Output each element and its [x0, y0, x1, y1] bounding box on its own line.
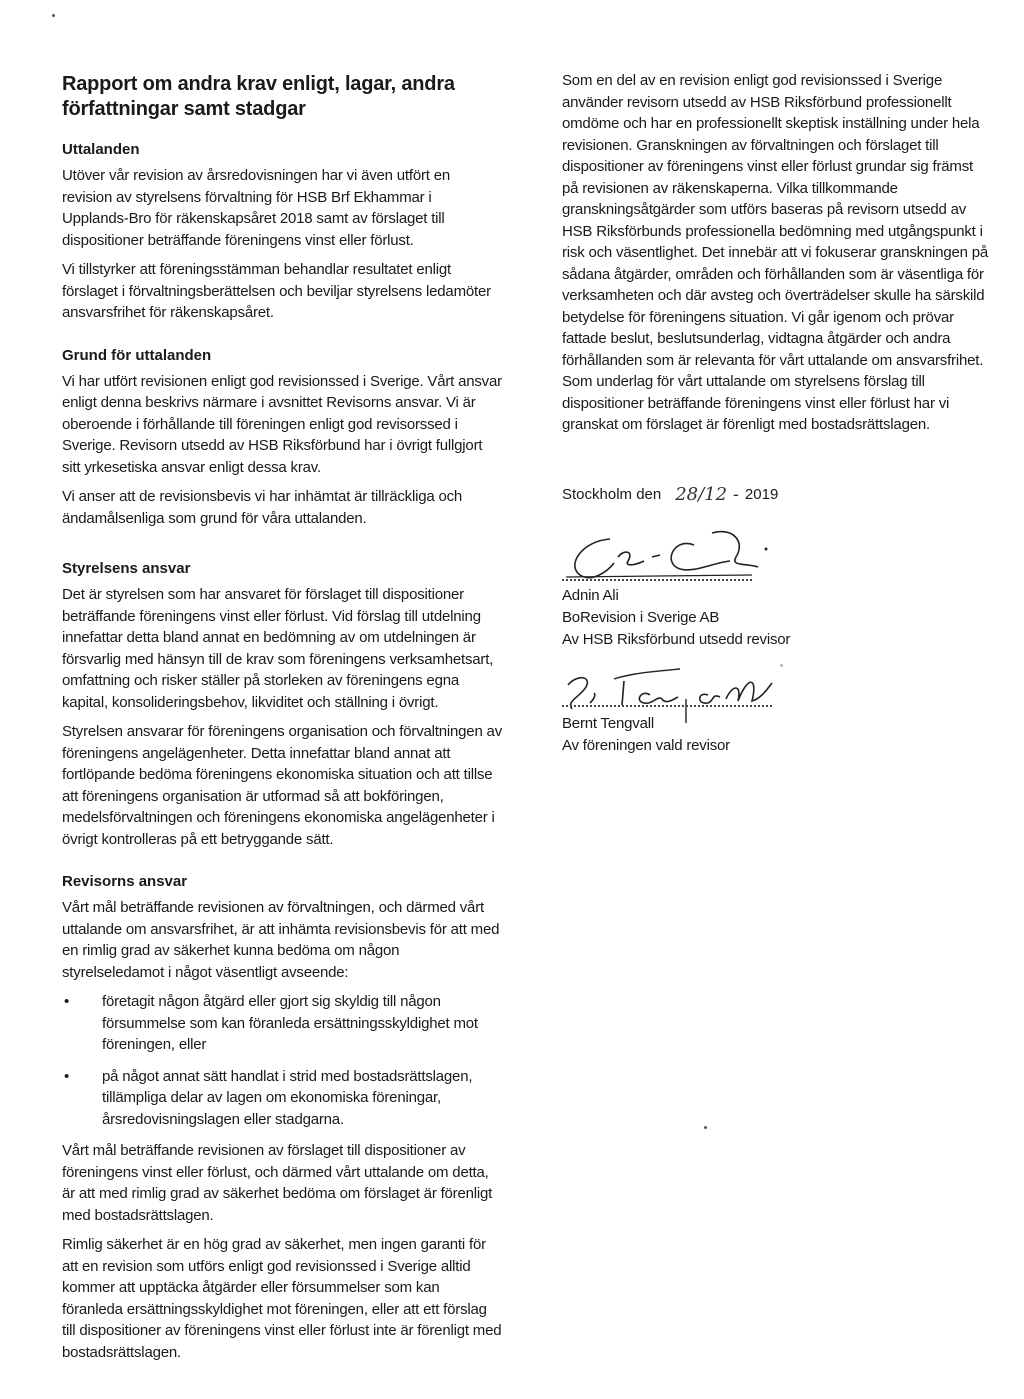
left-column [62, 72, 502, 1371]
styrelsen-paragraph-2: Styrelsen ansvarar för föreningens organisation och förvaltningen av föreningens angelägenheter. Detta innefattar bland annat att fortlöpande bedöma föreningens ekonomiska situation och att tillse att föreningens organisation är utformad så att bokföringen, medelsförvaltningen och föreningens ekonomiska angelägenheter i övrigt kontrolleras på ett betryggande sätt. [62, 723, 502, 848]
grund-paragraph-1: Vi har utfört revisionen enligt god revisionssed i Sverige. Vårt ansvar enligt denna beskrivs närmare i avsnittet Revisorns ansvar. Vi är oberoende i förhållande till föreningen enligt god revisorssed i Sverige. Revisorn utsedd av HSB Riksförbund har i övrigt fullgjort sitt yrkesetiska ansvar enligt dessa krav. [62, 372, 502, 476]
year-text: 2019 [744, 485, 779, 503]
bullet-icon: • [64, 1067, 70, 1085]
uttalanden-paragraph-2: Vi tillstyrker att föreningsstämman behandlar resultatet enligt förslaget i förvaltningsberättelsen och beviljar styrelsens ledamöter ansvarsfrihet för räkenskapsåret. [62, 261, 491, 321]
list-item [62, 1066, 502, 1131]
signature-bernt-tengvall [562, 665, 792, 713]
scan-speck [704, 1126, 707, 1129]
heading-uttalanden: Uttalanden [62, 141, 140, 158]
signature-line-1 [562, 579, 752, 581]
place-date-line [562, 484, 992, 505]
section-revisorn [62, 872, 502, 1363]
signer-2-name: Bernt Tengvall [562, 714, 654, 732]
bullet-text: företagit någon åtgärd eller gjort sig skyldig till någon försummelse som kan föranleda ersättningsskyldighet mot föreningen, eller [102, 993, 478, 1053]
heading-revisorns-ansvar: Revisorns ansvar [62, 873, 188, 890]
uttalanden-paragraph-1: Utöver vår revision av årsredovisningen har vi även utfört en revision av styrelsens förvaltning för HSB Brf Ekhammar i Upplands-Bro för räkenskapsåret 2018 samt av förslaget till dispositioner beträffande föreningens vinst eller förlust. [62, 167, 450, 249]
revisorn-bullet-list [62, 991, 502, 1130]
scan-speck [780, 664, 783, 667]
signer-1-company: BoRevision i Sverige AB [562, 608, 720, 626]
handwritten-date: 28/12 - [675, 483, 739, 505]
heading-styrelsens-ansvar: Styrelsens ansvar [62, 560, 191, 577]
signer-2-role: Av föreningen vald revisor [562, 736, 730, 754]
signature-2-drawing [562, 665, 792, 725]
revisorn-paragraph-3: Rimlig säkerhet är en hög grad av säkerhet, men ingen garanti för att en revision som utförs enligt god revisionssed i Sverige alltid kommer att upptäcka åtgärder eller försummelser som kan föranleda ersättningsskyldighet mot föreningen, eller att ett förslag till dispositioner av föreningens vinst eller förlust inte är förenligt med bostadsrättslagen. [62, 1236, 502, 1361]
bullet-icon: • [64, 993, 70, 1010]
section-grund [62, 346, 502, 530]
scan-speck [52, 14, 55, 17]
signature-1-drawing [562, 527, 782, 587]
styrelsen-paragraph-1: Det är styrelsen som har ansvaret för förslaget till dispositioner beträffande föreningens vinst eller förlust. Vid förslag till utdelning innefattar detta bland annat en bedömning av om utdelningen är försvarlig med hänsyn till de krav som föreningens verksamhetsart, omfattning och risker ställer på storleken av föreningens egna kapital, konsolideringsbehov, likviditet och ställning i övrigt. [62, 586, 494, 711]
revisorn-paragraph-1: Vårt mål beträffande revisionen av förvaltningen, och därmed vårt uttalande om ansvarsfrihet, är att inhämta revisionsbevis för att med en rimlig grad av säkerhet kunna bedöma om någon styrelseledamot i något väsentligt avseende: [62, 899, 500, 981]
grund-paragraph-2: Vi anser att de revisionsbevis vi har inhämtat är tillräckliga och ändamålsenliga som grund för våra uttalanden. [62, 488, 463, 527]
heading-grund: Grund för uttalanden [62, 346, 212, 364]
section-styrelsen [62, 559, 502, 850]
right-column [562, 70, 992, 757]
report-title: Rapport om andra krav enligt, lagar, andra författningar samt stadgar [62, 73, 455, 120]
place-label: Stockholm den [562, 485, 662, 503]
signer-1-role: Av HSB Riksförbund utsedd revisor [562, 630, 791, 648]
signature-line-2 [562, 705, 772, 707]
revisorn-paragraph-2: Vårt mål beträffande revisionen av förslaget till dispositioner av föreningens vinst eller förlust, och därmed vårt uttalande om detta, är att med rimlig grad av säkerhet bedöma om förslaget är förenligt med bostadsrättslagen. [62, 1142, 493, 1224]
list-item [62, 991, 502, 1056]
right-paragraph: Som en del av en revision enligt god revisionssed i Sverige använder revisorn utsedd av HSB Riksförbund professionellt omdöme och har en professionellt skeptisk inställning under hela revisionen. Granskningen av förvaltningen och förslaget till dispositioner av föreningens vinst eller förlust grundar sig främst på revisionen av räkenskaperna. Vilka tillkommande granskningsåtgärder som utförs baseras på revisorn utsedd av HSB Riksförbunds professionella bedömning med utgångspunkt i risk och väsentlighet. Det innebär att vi fokuserar granskningen på sådana åtgärder, områden och förhållanden som är väsentliga för verksamheten och där avsteg och överträdelser skulle ha särskild betydelse för föreningens situation. Vi går igenom och prövar fattade beslut, beslutsunderlag, vidtagna åtgärder och andra förhållanden som är relevanta för vårt uttalande om ansvarsfrihet. Som underlag för vårt uttalande om styrelsens förslag till dispositioner beträffande föreningens vinst eller förlust har vi granskat om förslaget är förenligt med bostadsrättslagen. [562, 72, 989, 433]
bullet-text: på något annat sätt handlat i strid med bostadsrättslagen, tillämpliga delar av lagen om ekonomiska föreningar, årsredovisningslagen eller stadgarna. [102, 1067, 473, 1128]
signature-adnin-ali [562, 527, 772, 585]
signer-1-name: Adnin Ali [562, 586, 619, 604]
